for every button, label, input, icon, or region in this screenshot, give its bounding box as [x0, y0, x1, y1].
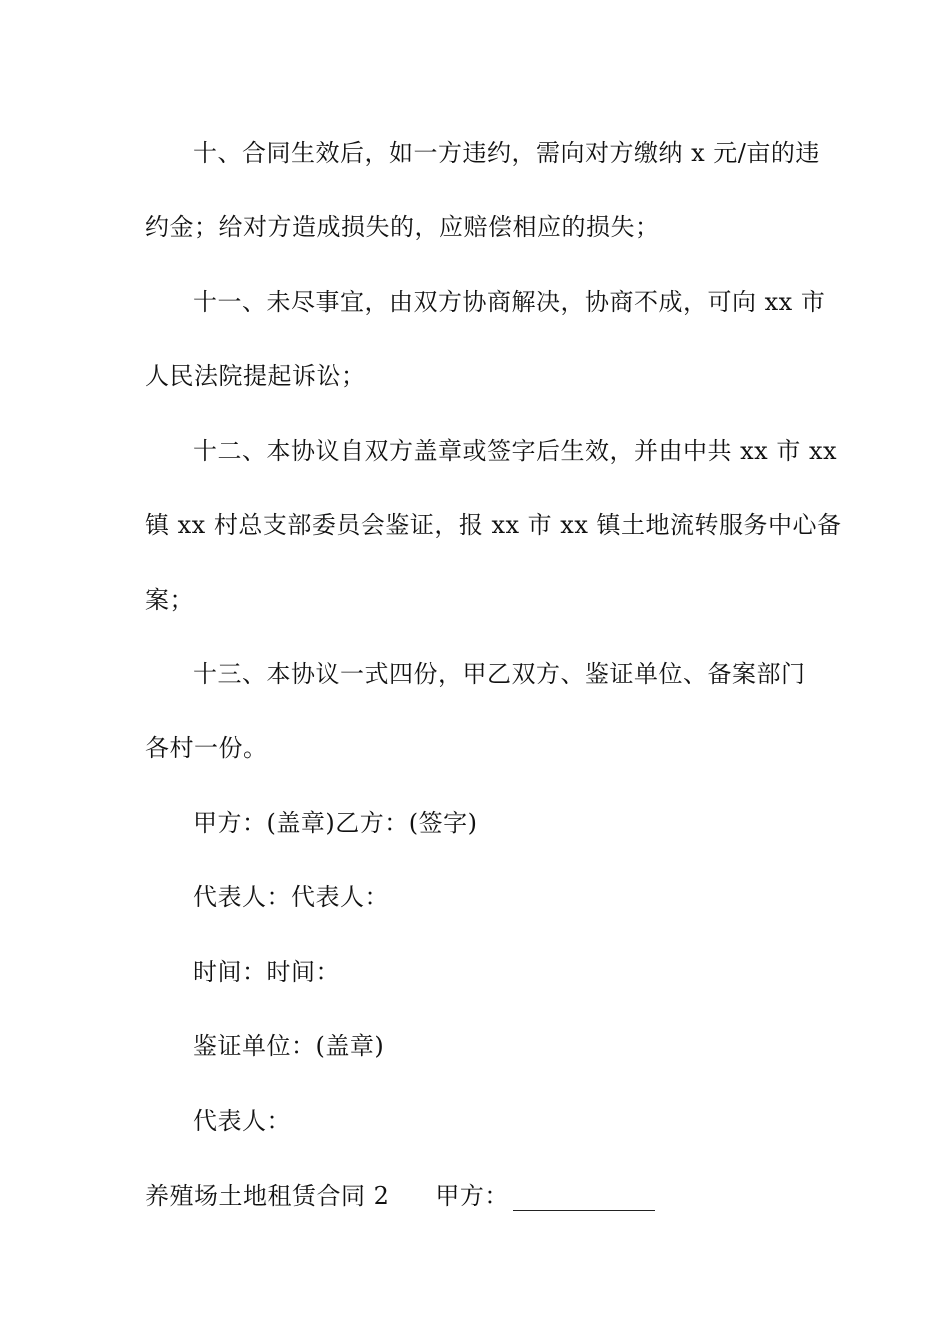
footer-line	[145, 1181, 655, 1211]
witness-representative: 代表人：	[193, 1107, 291, 1135]
clause-10-line-2: 约金；给对方造成损失的，应赔偿相应的损失；	[145, 213, 660, 241]
signature-parties: 甲方：(盖章)乙方：(签字)	[193, 809, 478, 837]
clause-13-line-2: 各村一份。	[145, 734, 268, 762]
signature-representatives: 代表人：代表人：	[193, 883, 389, 911]
clause-12-line-1: 十二、本协议自双方盖章或签字后生效，并由中共 xx 市 xx	[193, 437, 838, 465]
clause-12-line-2: 镇 xx 村总支部委员会鉴证，报 xx 市 xx 镇土地流转服务中心备	[145, 511, 842, 539]
party-a-blank	[513, 1186, 655, 1211]
contract-title: 养殖场土地租赁合同 2	[145, 1182, 390, 1210]
witness-unit: 鉴证单位：(盖章)	[193, 1032, 385, 1060]
party-a-label: 甲方：	[435, 1182, 509, 1210]
clause-10-line-1: 十、合同生效后，如一方违约，需向对方缴纳 x 元/亩的违	[193, 139, 820, 167]
clause-11-line-1: 十一、未尽事宜，由双方协商解决，协商不成，可向 xx 市	[193, 288, 826, 316]
signature-time: 时间：时间：	[193, 958, 340, 986]
clause-11-line-2: 人民法院提起诉讼；	[145, 362, 366, 390]
clause-13-line-1: 十三、本协议一式四份，甲乙双方、鉴证单位、备案部门	[193, 660, 806, 688]
clause-12-line-3: 案；	[145, 586, 194, 614]
